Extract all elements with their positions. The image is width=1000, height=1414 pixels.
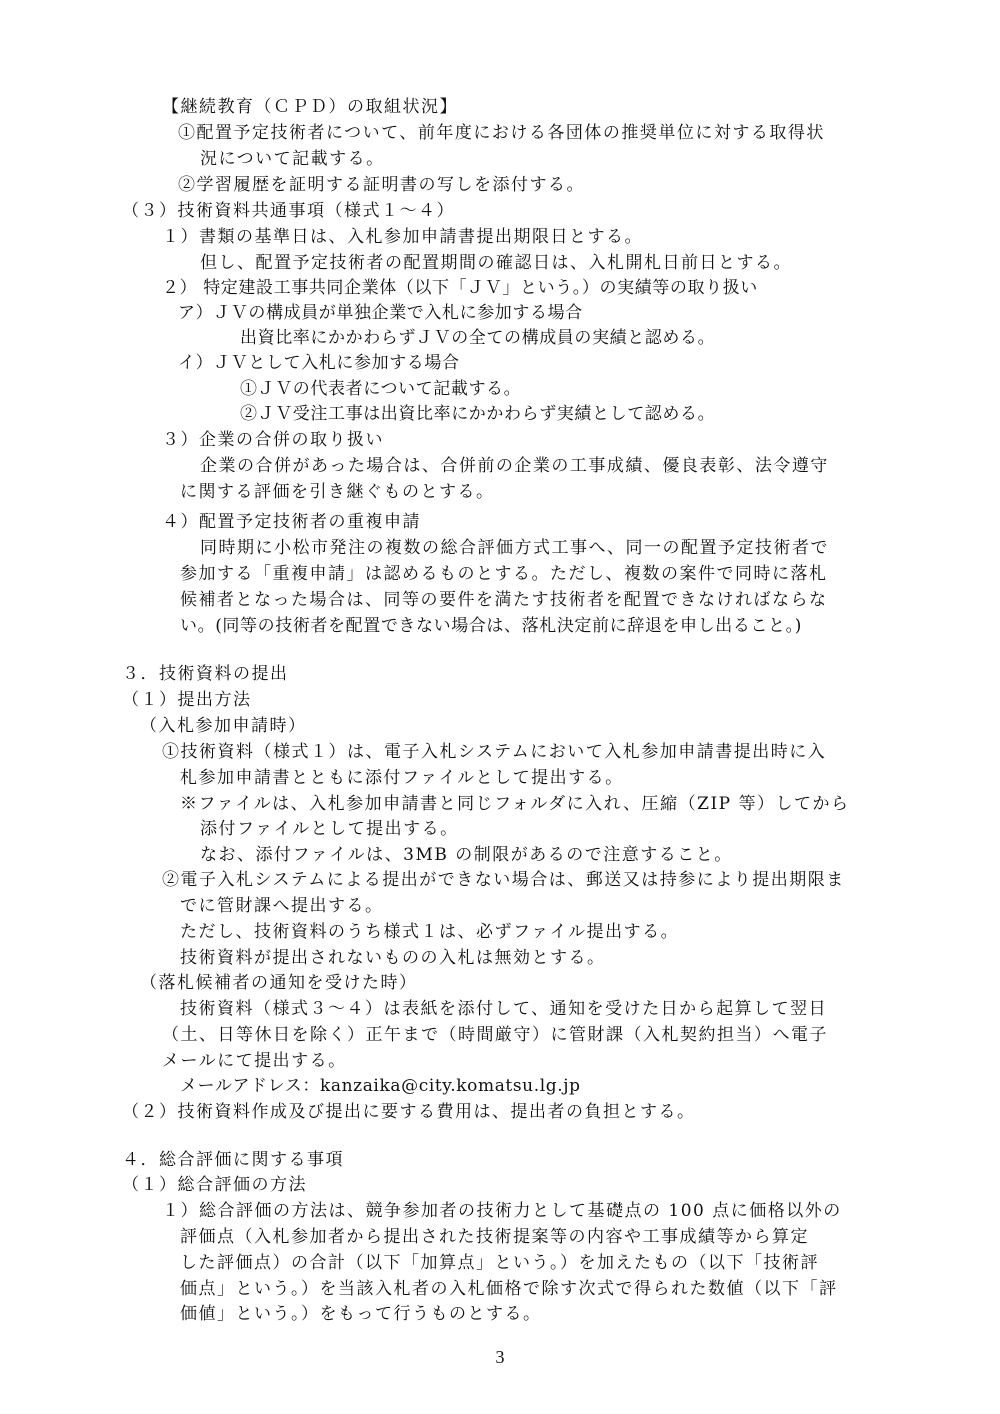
text-line: 【継続教育（ＣＰＤ）の取組状況】: [162, 97, 458, 117]
text-line: イ）ＪＶとして入札に参加する場合: [178, 353, 460, 373]
section-heading: ４．総合評価に関する事項: [122, 1150, 344, 1170]
text-line: メールにて提出する。: [162, 1051, 347, 1071]
page-number: 3: [495, 1347, 505, 1367]
text-line: 添付ファイルとして提出する。: [200, 819, 459, 839]
text-line: （落札候補者の通知を受けた時）: [140, 973, 418, 993]
text-line: １）書類の基準日は、入札参加申請書提出期限日とする。: [162, 227, 643, 247]
text-line: 価点」という。）を当該入札者の入札価格で除す次式で得られた数値（以下「評: [180, 1279, 838, 1299]
text-line: ②電子入札システムによる提出ができない場合は、郵送又は持参により提出期限ま: [162, 870, 845, 890]
text-line: い。(同等の技術者を配置できない場合は、落札決定前に辞退を申し出ること。): [180, 616, 802, 636]
email-address-line: メールアドレス：kanzaika@city.komatsu.lg.jp: [180, 1076, 581, 1096]
text-line: （入札参加申請時）: [140, 716, 307, 736]
text-line: ②学習履歴を証明する証明書の写しを添付する。: [178, 175, 585, 195]
text-line: １）総合評価の方法は、競争参加者の技術力として基礎点の 100 点に価格以外の: [162, 1201, 842, 1221]
text-line: 価値」という。）をもって行うものとする。: [180, 1304, 542, 1324]
text-line: なお、添付ファイルは、3MB の制限があるので注意すること。: [200, 845, 733, 865]
text-line: 但し、配置予定技術者の配置期間の確認日は、入札開札日前日とする。: [200, 253, 792, 273]
text-line: ４）配置予定技術者の重複申請: [162, 512, 421, 532]
text-line: 同時期に小松市発注の複数の総合評価方式工事へ、同一の配置予定技術者で: [200, 538, 829, 558]
text-line: 参加する「重複申請」は認めるものとする。ただし、複数の案件で同時に落札: [180, 564, 828, 584]
section-heading: ３．技術資料の提出: [122, 664, 289, 684]
text-line: 札参加申請書とともに添付ファイルとして提出する。: [180, 768, 624, 788]
text-line: ①配置予定技術者について、前年度における各団体の推奨単位に対する取得状: [178, 123, 825, 143]
text-line: （１）総合評価の方法: [122, 1175, 307, 1195]
text-line: 評価点（入札参加者から提出された技術提案等の内容や工事成績等から算定: [180, 1227, 809, 1247]
text-line: （１）提出方法: [122, 690, 252, 710]
text-line: （２）技術資料作成及び提出に要する費用は、提出者の負担とする。: [122, 1102, 696, 1122]
text-line: 況について記載する。: [200, 149, 385, 169]
section-heading: （３）技術資料共通事項（様式１～４）: [122, 201, 455, 221]
text-line: ②ＪＶ受注工事は出資比率にかかわらず実績として認める。: [240, 404, 716, 424]
text-line: ①技術資料（様式１）は、電子入札システムにおいて入札参加申請書提出時に入: [162, 742, 827, 762]
text-line: ア）ＪＶの構成員が単独企業で入札に参加する場合: [178, 303, 583, 323]
text-line: ただし、技術資料のうち様式１は、必ずファイル提出する。: [180, 922, 680, 942]
text-line: ３）企業の合併の取り扱い: [162, 430, 384, 450]
text-line: 技術資料（様式３～４）は表紙を添付して、通知を受けた日から起算して翌日: [180, 999, 828, 1019]
text-line: ※ファイルは、入札参加申請書と同じフォルダに入れ、圧縮（ZIP 等）してから: [180, 794, 850, 814]
text-line: 技術資料が提出されないものの入札は無効とする。: [180, 948, 606, 968]
text-line: （土、日等休日を除く）正午まで（時間厳守）に管財課（入札契約担当）へ電子: [162, 1025, 828, 1045]
text-line: した評価点）の合計（以下「加算点」という。）を加えたもの（以下「技術評: [180, 1253, 819, 1273]
text-line: 企業の合併があった場合は、合併前の企業の工事成績、優良表彰、法令遵守: [200, 456, 829, 476]
text-line: ①ＪＶの代表者について記載する。: [240, 379, 522, 399]
text-line: に関する評価を引き継ぐものとする。: [180, 482, 495, 502]
text-line: 出資比率にかかわらずＪＶの全ての構成員の実績と認める。: [240, 328, 716, 348]
text-line: でに管財課へ提出する。: [180, 896, 384, 916]
text-line: ２） 特定建設工事共同企業体（以下「ＪＶ」という。）の実績等の取り扱い: [162, 278, 758, 298]
text-line: 候補者となった場合は、同等の要件を満たす技術者を配置できなければならな: [180, 590, 828, 610]
